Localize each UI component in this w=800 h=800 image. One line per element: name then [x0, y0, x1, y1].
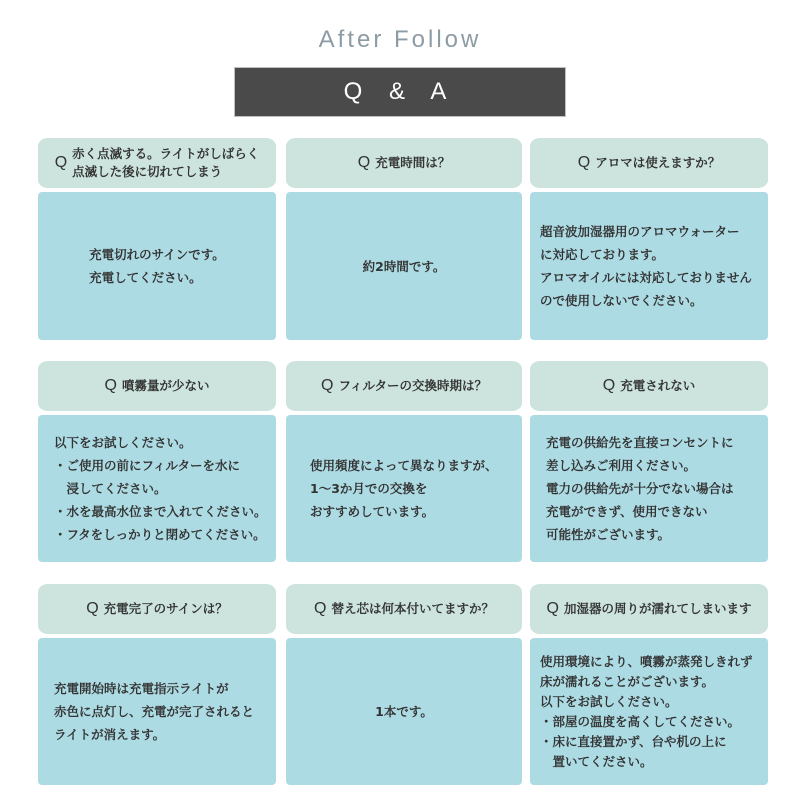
question-text: 充電されない [620, 378, 696, 393]
answer-text: 1本です。 [375, 704, 433, 719]
answer-text: 使用頻度によって異なりますが、 1〜3か月での交換を おすすめしています。 [310, 458, 498, 519]
question-text: 充電時間は？ [375, 155, 451, 170]
question-7 [38, 584, 276, 634]
q-mark: Q [54, 154, 68, 171]
q-mark: Q [602, 377, 616, 394]
answer-9 [530, 638, 768, 785]
answer-3 [530, 192, 768, 340]
q-mark: Q [86, 600, 99, 617]
question-4 [38, 361, 276, 411]
answer-8 [286, 638, 522, 785]
answer-7 [38, 638, 276, 785]
answer-text: 充電開始時は充電指示ライトが 赤色に点灯し、充電が完了されると ライトが消えます。 [54, 681, 255, 742]
question-6 [530, 361, 768, 411]
question-text: 加湿器の周りが濡れてしまいます [563, 601, 752, 616]
question-5 [286, 361, 522, 411]
question-3 [530, 138, 768, 188]
q-mark: Q [321, 377, 334, 394]
answer-text: 充電切れのサインです。 充電してください。 [89, 247, 225, 285]
answer-6 [530, 415, 768, 562]
question-text: 噴霧量が少ない [121, 378, 210, 393]
q-mark: Q [314, 600, 327, 617]
question-1 [38, 138, 276, 188]
question-text: アロマは使えますか？ [595, 155, 721, 170]
page-title: After Follow [318, 26, 482, 53]
q-mark: Q [104, 377, 117, 394]
answer-1 [38, 192, 276, 340]
answer-text: 超音波加湿器用のアロマウォーター に対応しております。 アロマオイルには対応しておりません ので使用しないでください。 [540, 224, 752, 308]
answer-4 [38, 415, 276, 562]
q-mark: Q [546, 600, 559, 617]
answer-5 [286, 415, 522, 562]
question-text: 充電完了のサインは？ [103, 601, 228, 616]
q-mark: Q [577, 154, 591, 171]
answer-2 [286, 192, 522, 340]
answer-text: 充電の供給先を直接コンセントに 差し込みご利用ください。 電力の供給先が十分でない場合は 充電ができず、使用できない 可能性がございます。 [546, 435, 734, 542]
question-9 [530, 584, 768, 634]
question-text: 替え芯は何本付いてますか？ [331, 601, 494, 616]
question-text: フィルターの交換時期は？ [338, 378, 487, 393]
question-2 [286, 138, 522, 188]
qa-banner: Q & A [234, 67, 566, 117]
answer-text: 使用環境により、噴霧が蒸発しきれず 床が濡れることがございます。 以下をお試しください。 ・部屋の温度を高くしてください。 ・床に直接置かず、台や机の上に 置いてください。 [540, 653, 753, 769]
question-8 [286, 584, 522, 634]
answer-text: 約2時間です。 [362, 258, 446, 274]
answer-text: 以下をお試しください。 ・ご使用の前にフィルターを水に 浸してください。 ・水を最高水位まで入れてください。 ・フタをしっかりと閉めてください。 [54, 435, 267, 542]
q-mark: Q [357, 154, 371, 171]
question-text: 赤く点滅する。ライトがしばらく 点滅した後に切れてしまう [72, 146, 260, 179]
